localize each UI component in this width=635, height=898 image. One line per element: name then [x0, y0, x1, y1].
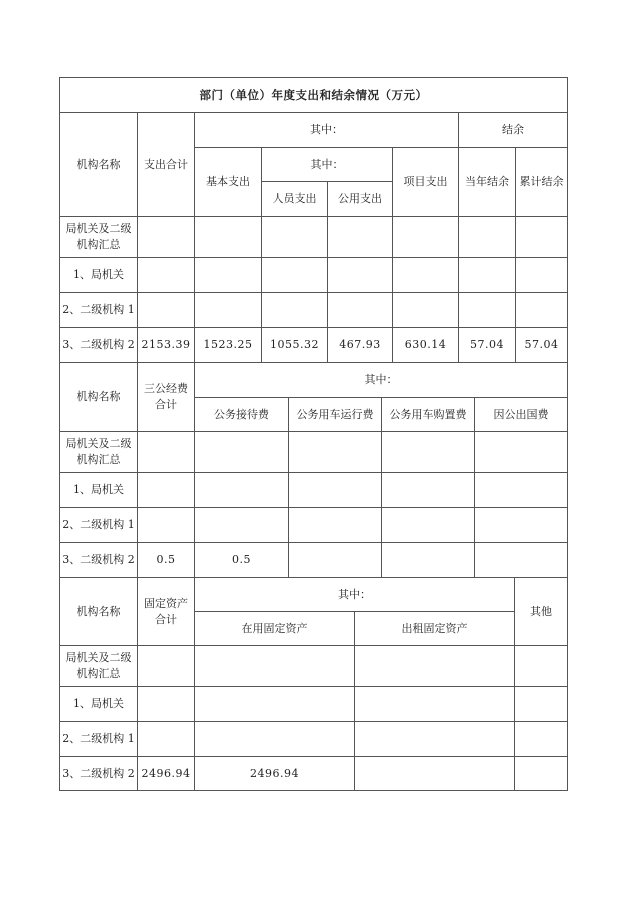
cell-total: [138, 646, 195, 687]
three-public-expenses-table: [59, 362, 568, 578]
row-name: 局机关及二级机构汇总: [60, 646, 138, 687]
cell-cumulative: [516, 217, 568, 258]
header-of-which: 其中：: [195, 578, 515, 612]
cell-vehicle-operation: [289, 508, 382, 543]
cell-total: [138, 508, 195, 543]
cell-other: [515, 757, 568, 791]
header-org-name: 机构名称: [60, 363, 138, 432]
fixed-assets-table: [59, 577, 568, 791]
cell-basic: [195, 217, 262, 258]
header-personnel-expenditure: 人员支出: [262, 182, 328, 217]
cell-current: 57.04: [459, 328, 516, 363]
cell-vehicle-operation: [289, 432, 382, 473]
cell-vehicle-operation: [289, 543, 382, 578]
header-vehicle-purchase: 公务用车购置费: [382, 398, 475, 432]
cell-reception: [195, 432, 289, 473]
cell-basic: [195, 258, 262, 293]
row-name: 3、二级机构 2: [60, 328, 138, 363]
header-leased-assets: 出租固定资产: [355, 612, 515, 646]
cell-public: 467.93: [328, 328, 393, 363]
header-fixed-assets-total: 固定资产合计: [138, 578, 195, 646]
cell-other: [515, 722, 568, 757]
cell-public: [328, 293, 393, 328]
header-reception: 公务接待费: [195, 398, 289, 432]
table-row: [60, 687, 568, 722]
table-title: 部门（单位）年度支出和结余情况（万元）: [60, 78, 568, 113]
cell-in-use: [195, 646, 355, 687]
row-name: 1、局机关: [60, 687, 138, 722]
cell-overseas: [475, 543, 568, 578]
header-in-use-assets: 在用固定资产: [195, 612, 355, 646]
header-total-expenditure: 支出合计: [138, 113, 195, 217]
header-cumulative-balance: 累计结余: [516, 148, 568, 217]
cell-personnel: [262, 258, 328, 293]
cell-total: [138, 432, 195, 473]
cell-reception: [195, 473, 289, 508]
cell-cumulative: [516, 293, 568, 328]
table-row: [60, 757, 568, 791]
cell-total: [138, 722, 195, 757]
table-row: [60, 508, 568, 543]
header-balance: 结余: [459, 113, 568, 148]
cell-basic: [195, 293, 262, 328]
cell-project: 630.14: [393, 328, 459, 363]
header-other: 其他: [515, 578, 568, 646]
cell-in-use: 2496.94: [195, 757, 355, 791]
cell-leased: [355, 757, 515, 791]
cell-personnel: [262, 217, 328, 258]
cell-leased: [355, 687, 515, 722]
cell-total: [138, 258, 195, 293]
cell-vehicle-operation: [289, 473, 382, 508]
row-name: 1、局机关: [60, 473, 138, 508]
cell-vehicle-purchase: [382, 543, 475, 578]
cell-overseas: [475, 473, 568, 508]
cell-project: [393, 258, 459, 293]
cell-cumulative: [516, 258, 568, 293]
header-vehicle-operation: 公务用车运行费: [289, 398, 382, 432]
header-org-name: 机构名称: [60, 578, 138, 646]
cell-vehicle-purchase: [382, 508, 475, 543]
table-row: [60, 432, 568, 473]
cell-overseas: [475, 508, 568, 543]
header-public-expenditure: 公用支出: [328, 182, 393, 217]
table-row: [60, 646, 568, 687]
cell-total: 2153.39: [138, 328, 195, 363]
header-of-which: 其中：: [195, 363, 568, 398]
cell-total: [138, 473, 195, 508]
cell-project: [393, 293, 459, 328]
table-row: [60, 473, 568, 508]
cell-total: 2496.94: [138, 757, 195, 791]
cell-cumulative: 57.04: [516, 328, 568, 363]
table-row: [60, 258, 568, 293]
row-name: 3、二级机构 2: [60, 757, 138, 791]
header-of-which: 其中：: [195, 113, 459, 148]
cell-project: [393, 217, 459, 258]
table-row: [60, 217, 568, 258]
cell-current: [459, 258, 516, 293]
cell-in-use: [195, 687, 355, 722]
cell-total: 0.5: [138, 543, 195, 578]
cell-current: [459, 217, 516, 258]
table-row: [60, 328, 568, 363]
table-row: [60, 293, 568, 328]
header-org-name: 机构名称: [60, 113, 138, 217]
header-overseas: 因公出国费: [475, 398, 568, 432]
row-name: 2、二级机构 1: [60, 293, 138, 328]
cell-total: [138, 217, 195, 258]
header-basic-of-which: 其中：: [262, 148, 393, 182]
row-name: 3、二级机构 2: [60, 543, 138, 578]
row-name: 局机关及二级机构汇总: [60, 217, 138, 258]
expenditure-balance-table: [59, 77, 568, 363]
cell-personnel: [262, 293, 328, 328]
cell-in-use: [195, 722, 355, 757]
cell-reception: 0.5: [195, 543, 289, 578]
cell-total: [138, 293, 195, 328]
cell-public: [328, 217, 393, 258]
row-name: 2、二级机构 1: [60, 508, 138, 543]
header-three-public-total: 三公经费合计: [138, 363, 195, 432]
cell-other: [515, 687, 568, 722]
cell-current: [459, 293, 516, 328]
cell-overseas: [475, 432, 568, 473]
row-name: 1、局机关: [60, 258, 138, 293]
cell-reception: [195, 508, 289, 543]
header-basic-expenditure: 基本支出: [195, 148, 262, 217]
header-project-expenditure: 项目支出: [393, 148, 459, 217]
cell-personnel: 1055.32: [262, 328, 328, 363]
table-row: [60, 722, 568, 757]
row-name: 2、二级机构 1: [60, 722, 138, 757]
cell-vehicle-purchase: [382, 432, 475, 473]
cell-basic: 1523.25: [195, 328, 262, 363]
table-row: [60, 543, 568, 578]
cell-public: [328, 258, 393, 293]
cell-leased: [355, 722, 515, 757]
cell-other: [515, 646, 568, 687]
header-current-balance: 当年结余: [459, 148, 516, 217]
row-name: 局机关及二级机构汇总: [60, 432, 138, 473]
cell-leased: [355, 646, 515, 687]
cell-vehicle-purchase: [382, 473, 475, 508]
cell-total: [138, 687, 195, 722]
